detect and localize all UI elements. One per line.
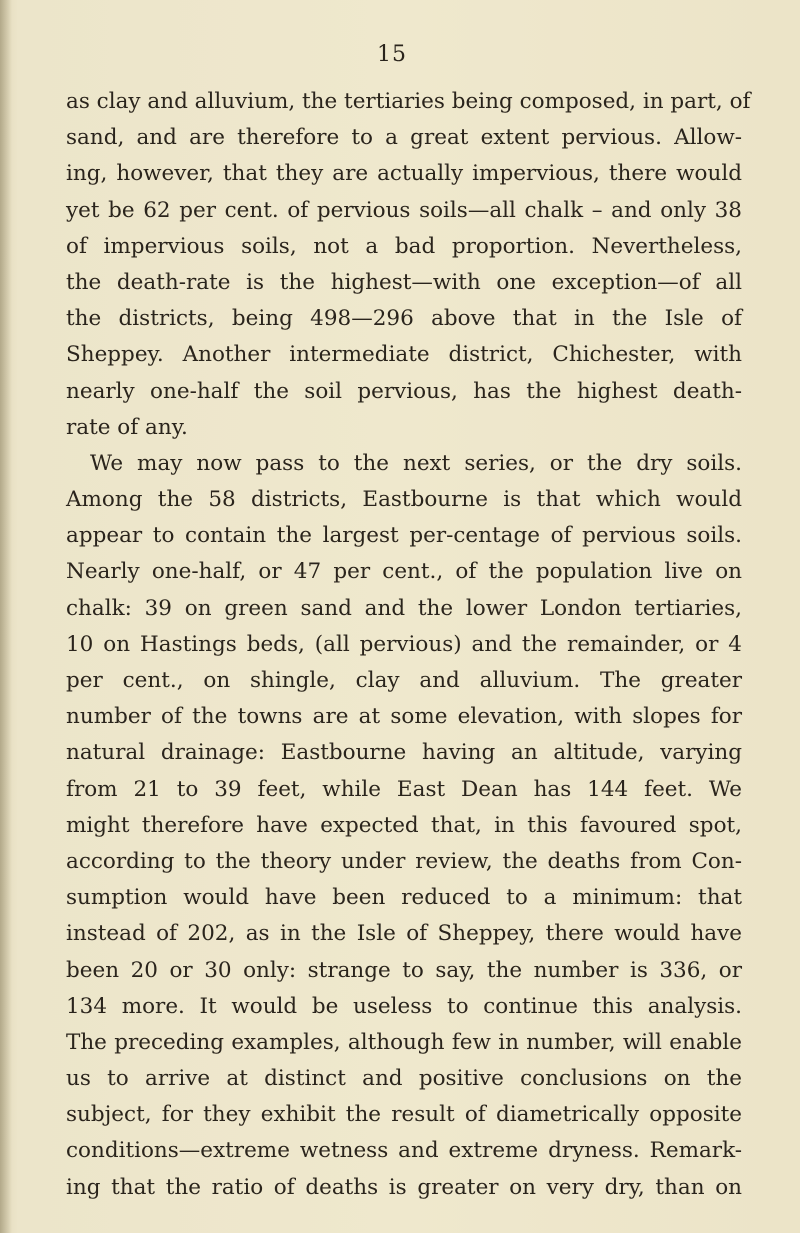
text-line: subject, for they exhibit the result of diametrically opposite xyxy=(66,1102,742,1128)
text-line: sand, and are therefore to a great extent pervious. Allow- xyxy=(66,125,742,151)
text-line: the death-rate is the highest—with one exception—of all xyxy=(66,269,742,295)
text-line: yet be 62 per cent. of pervious soils—all chalk – and only 38 xyxy=(66,197,742,223)
text-line: 10 on Hastings beds, (all pervious) and the remainder, or 4 xyxy=(66,631,742,657)
text-line: nearly one-half the soil pervious, has the highest death- xyxy=(66,378,742,404)
text-line: been 20 or 30 only: strange to say, the number is 336, or xyxy=(66,957,742,983)
text-line: number of the towns are at some elevation, with slopes for xyxy=(66,704,742,730)
text-line: according to the theory under review, the deaths from Con- xyxy=(66,848,742,874)
page-number: 15 xyxy=(377,42,407,67)
text-line: might therefore have expected that, in this favoured spot, xyxy=(66,812,742,838)
text-line: Among the 58 districts, Eastbourne is that which would xyxy=(66,487,742,513)
text-line: The preceding examples, although few in number, will enable xyxy=(66,1029,742,1055)
text-line: chalk: 39 on green sand and the lower London tertiaries, xyxy=(66,595,742,621)
text-line: 134 more. It would be useless to continue this analysis. xyxy=(66,993,742,1019)
text-line: rate of any. xyxy=(66,414,188,440)
text-line: of impervious soils, not a bad proportion. Nevertheless, xyxy=(66,233,742,259)
text-line: per cent., on shingle, clay and alluvium. The greater xyxy=(66,668,742,693)
text-line: from 21 to 39 feet, while East Dean has 144 feet. We xyxy=(66,776,742,802)
text-line: us to arrive at distinct and positive conclusions on the xyxy=(66,1066,742,1092)
text-line: Nearly one-half, or 47 per cent., of the population live on xyxy=(66,559,742,585)
text-line: conditions—extreme wetness and extreme dryness. Remark- xyxy=(66,1138,742,1164)
text-line: ing, however, that they are actually impervious, there would xyxy=(66,161,742,187)
text-line: natural drainage: Eastbourne having an altitude, varying xyxy=(66,740,742,766)
binding-shadow xyxy=(0,0,12,1233)
body-text xyxy=(66,84,751,1206)
text-line: appear to contain the largest per-centage of pervious soils. xyxy=(66,523,742,549)
text-line: instead of 202, as in the Isle of Sheppey, there would have xyxy=(66,921,742,947)
text-line: the districts, being 498—296 above that in the Isle of xyxy=(66,306,742,332)
text-line: as clay and alluvium, the tertiaries being composed, in part, of xyxy=(66,89,751,114)
text-line: Sheppey. Another intermediate district, Chichester, with xyxy=(66,342,742,368)
text-line: We may now pass to the next series, or the dry soils. xyxy=(90,450,742,476)
text-line: ing that the ratio of deaths is greater on very dry, than on xyxy=(66,1174,742,1200)
text-line: sumption would have been reduced to a minimum: that xyxy=(66,885,742,911)
